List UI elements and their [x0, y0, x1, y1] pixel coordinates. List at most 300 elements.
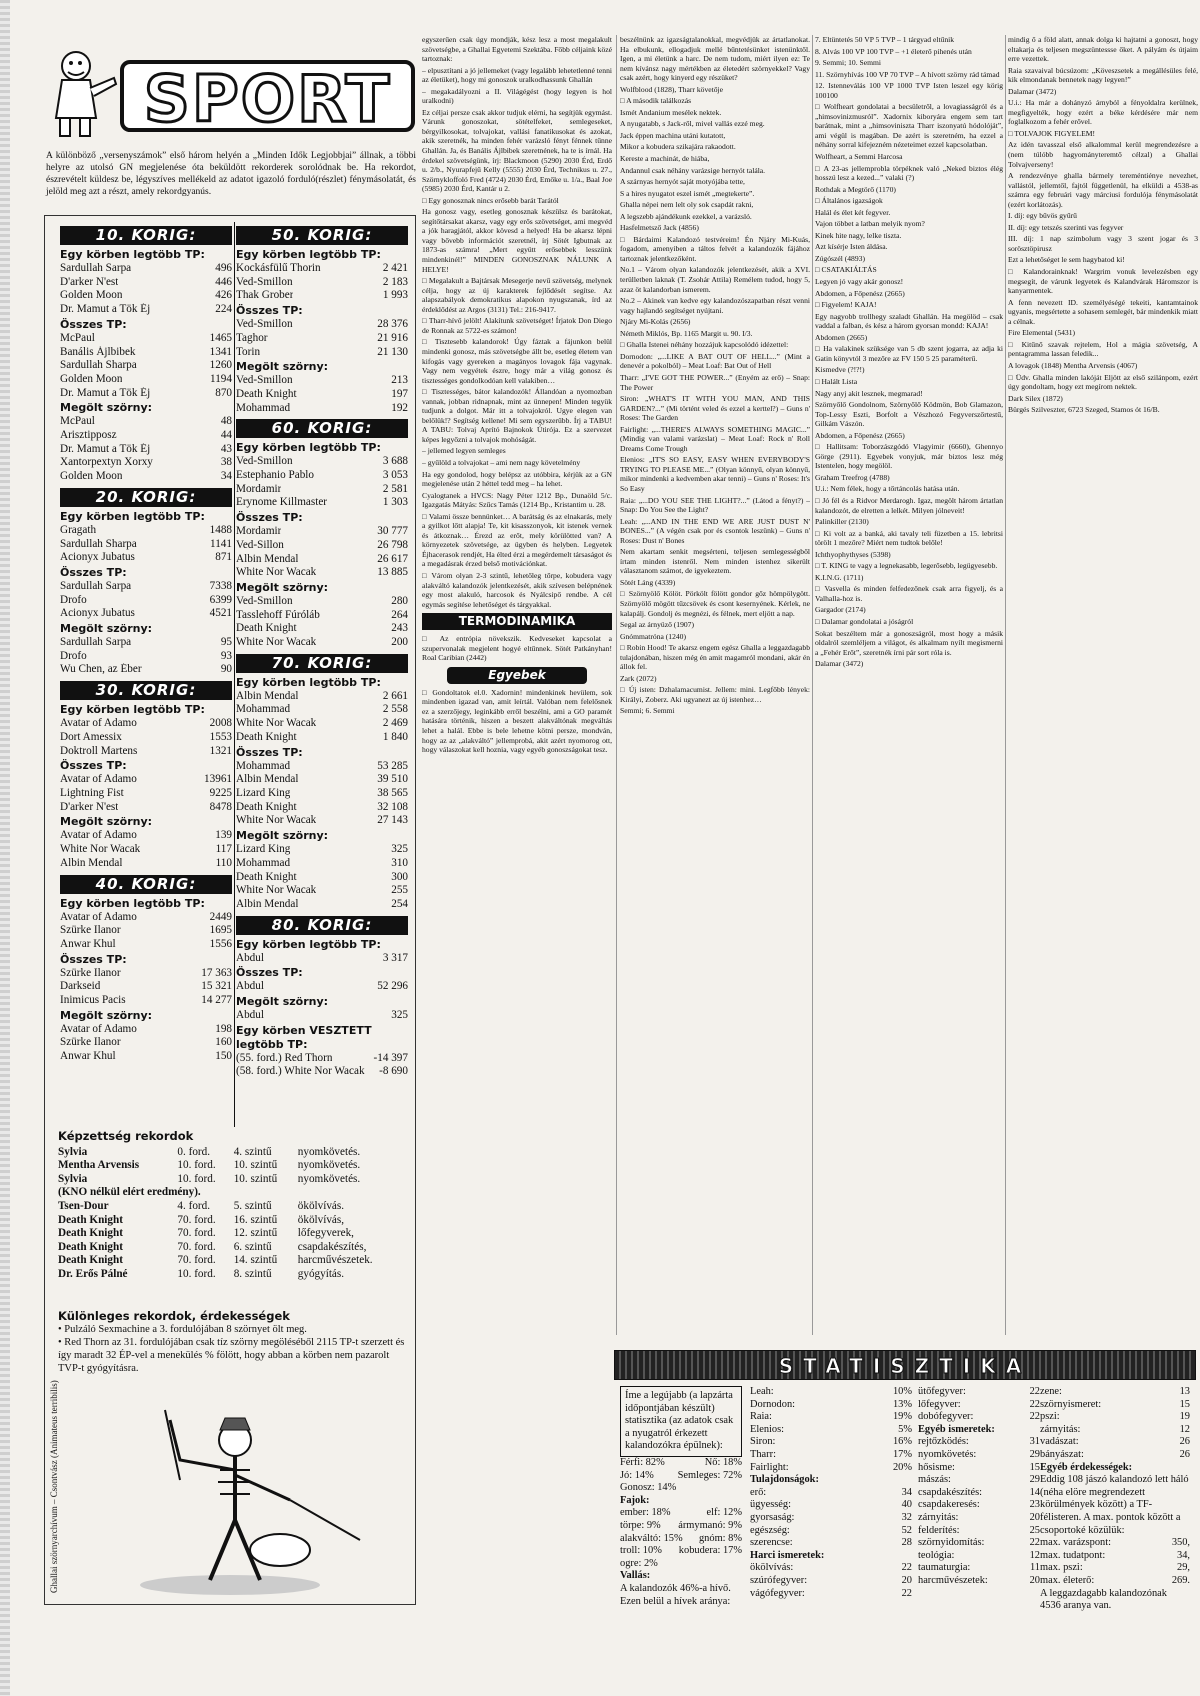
attribute-stats — [750, 1487, 912, 1550]
record-name: Lizard King — [236, 843, 291, 856]
stat-value: 19 — [1179, 1411, 1190, 1423]
record-row — [60, 994, 232, 1008]
skill-record-row — [58, 1200, 408, 1214]
stat-label: troll: 10% — [620, 1545, 662, 1557]
record-row — [236, 1052, 408, 1066]
record-row — [236, 388, 408, 402]
stat-value: 25 — [1029, 1524, 1040, 1536]
text-paragraph: □ A második találkozás — [620, 96, 692, 106]
record-row — [60, 843, 232, 857]
record-category: Összes TP: — [236, 511, 303, 525]
stat-label: törpe: 9% — [620, 1519, 661, 1531]
stat-value: 26 — [1179, 1436, 1190, 1448]
record-row — [236, 760, 408, 774]
text-column-3 — [815, 35, 1003, 1315]
record-value: 13961 — [204, 773, 232, 786]
record-value: 2449 — [209, 910, 232, 923]
section-heading: TERMODINAMIKA — [422, 613, 612, 630]
record-value: 21 130 — [377, 345, 408, 358]
record-name: Ved-Smillon — [236, 318, 293, 331]
scan-edge — [0, 0, 10, 1696]
record-name: Mohammad — [236, 856, 291, 869]
record-row — [60, 731, 232, 745]
stat-label: zene: — [1040, 1386, 1062, 1397]
stat-label: zárnyitás: — [1040, 1423, 1081, 1435]
record-row — [236, 346, 408, 360]
record-row — [60, 289, 232, 303]
stat-row — [620, 1457, 742, 1470]
record-name: Doktroll Martens — [60, 744, 138, 757]
stat-value: 34, — [1177, 1549, 1190, 1561]
skill-record-cell: 4. ford. — [177, 1199, 211, 1212]
text-paragraph: Ez céljai persze csak akkor tudjuk elérni, ha segítjük egymást. Várunk gonoszokat, sötételfeket, semlegeseket, bérgyilkosokat, tolvajokat, vallási fanatikusokat és azokat, akik szeretnék, ha minden fehér varázsló fényt fénnek tűnne Ghallán. Ja, és Banális Ájlbibek szeretnének, ha te is írnál. Ha érdekel szövetségünk, írj: Blackmoon (5290) 2030 Érd, Erdő u. 2/b., Nyurapfejű Kelly (5555) 2030 Érd, Technikus u. 27., Szörnykloffoló Fred (4724) 2030 Érd, Emőke u. 1/a., Baal Joe (5985) 2030 Érd, Kantár u 2. — [422, 107, 612, 194]
stat-label: felderítés: — [918, 1524, 960, 1536]
stat-value: 269. — [1171, 1574, 1190, 1586]
record-row — [60, 801, 232, 815]
text-paragraph: Wolfheart, a Semmi Harcosa — [815, 152, 903, 162]
stat-row — [750, 1424, 912, 1437]
stat-label: ügyesség: — [750, 1499, 791, 1511]
record-name: White Nor Wacak — [236, 814, 317, 827]
record-row — [60, 938, 232, 952]
record-name: Abdul — [236, 1009, 264, 1022]
gender-alignment-stats — [620, 1457, 742, 1482]
record-row — [236, 1065, 408, 1079]
stat-value: 26 — [1179, 1448, 1190, 1460]
text-paragraph: II. díj: egy tetszés szerinti vas fegyver — [1008, 222, 1124, 232]
record-row — [236, 980, 408, 994]
sport-header — [40, 40, 420, 140]
record-value: 26 617 — [377, 552, 408, 565]
column-rule — [616, 35, 617, 1335]
text-paragraph: Elenios: „IT'S SO EASY, EASY WHEN EVERYBODY'S TRYING TO PLEASE ME...” (Olyan könnyű, olyan könnyű, mikor mindenki a kedvemben akar tenni) – Guns n' Roses: It's So Easy — [620, 455, 810, 493]
record-row — [236, 773, 408, 787]
stat-value: 19% — [892, 1411, 912, 1423]
skill-record-cell: 14. szintű — [233, 1254, 278, 1267]
record-name: Acionyx Jubatus — [60, 551, 135, 564]
record-name: White Nor Wacak — [236, 884, 317, 897]
text-paragraph: No.2 – Akinek van kedve egy kalandozószapatban részt venni vagy hajlandó segítséget nyújtani. — [620, 296, 810, 315]
stats-intro-box — [620, 1386, 742, 1457]
stat-label: max. pszi: — [1040, 1562, 1083, 1574]
record-row — [236, 814, 408, 828]
stat-row — [620, 1507, 742, 1520]
tulajdonsagok-title: Tulajdonságok: — [750, 1474, 819, 1486]
record-value: 95 — [220, 636, 232, 649]
record-value: 2 558 — [382, 703, 408, 716]
record-name: Dr. Mamut a Tök Éj — [60, 386, 151, 399]
stat-value: 5% — [898, 1423, 912, 1435]
record-name: Albin Mendal — [236, 897, 299, 910]
record-value: 197 — [391, 387, 408, 400]
stats-column-4 — [1040, 1386, 1190, 1613]
closing-text: A leggazdagabb kalandozónak 4536 aranya van. — [1040, 1587, 1167, 1612]
stat-label: Leah: — [750, 1386, 774, 1397]
record-value: 34 — [220, 470, 232, 483]
text-paragraph: Kismedve (?!?!) — [815, 365, 865, 375]
text-paragraph: □ Az entrópia növekszik. Kedveseket kapcsolat a szupervonalak megjelent hogyé eltűnnek. Sötét Patkányhan! Roal Caribian (2442) — [422, 634, 612, 663]
max-stats — [1040, 1537, 1190, 1587]
record-row — [60, 829, 232, 843]
skill-record-row — [58, 1227, 408, 1241]
stat-label: szúrófegyver: — [750, 1574, 808, 1586]
record-name: Mordamir — [236, 525, 282, 538]
stat-value: 22 — [1029, 1537, 1040, 1549]
stat-label: Semleges: 72% — [677, 1469, 742, 1481]
stat-label: taumaturgia: — [918, 1562, 971, 1574]
text-paragraph: Ichthyophythyses (5398) — [815, 549, 891, 559]
text-paragraph: □ Dalamar gondolatai a jóságról — [815, 616, 914, 626]
text-paragraph: Abdomen (2665) — [815, 332, 868, 342]
stat-value: 12 — [1179, 1423, 1190, 1435]
record-category: Egy körben legtöbb TP: — [236, 248, 381, 261]
record-row — [60, 663, 232, 677]
stat-row — [918, 1562, 1040, 1575]
record-name: Tasslehoff Fúróláb — [236, 608, 320, 621]
record-name: Death Knight — [236, 730, 297, 743]
stat-label: bányászat: — [1040, 1448, 1084, 1460]
stat-value: 29, — [1177, 1562, 1190, 1574]
record-value: 39 510 — [377, 773, 408, 786]
record-name: Avatar of Adamo — [60, 910, 137, 923]
text-paragraph: □ Kitűnő szavak rejtelem, Hol a mágia szövetség, A pentagramma lassan feledik... — [1008, 339, 1198, 359]
record-category: Egy körben legtöbb TP: — [60, 248, 205, 261]
record-row — [236, 496, 408, 510]
record-value: -14 397 — [373, 1051, 408, 1064]
text-paragraph: □ Figyelem! KAJA! — [815, 300, 877, 310]
record-row — [60, 967, 232, 981]
records-right-column — [236, 222, 408, 1079]
text-paragraph: A lovagok (1848) Mentha Arvensis (4067) — [1008, 360, 1138, 370]
text-paragraph: Rothdak a Megtörő (1170) — [815, 184, 896, 194]
stat-row — [750, 1462, 912, 1475]
text-paragraph: Jack éppen machina utáni kutatott, — [620, 130, 726, 140]
text-paragraph: Szörnyőlő Gondolnom, Szörnyőlő Ködmön, Bob Glamazon, Top-Lessy Eszti, Borfolt a Vészhozó Fegyverszőrtestű, Gilkám Vászón. — [815, 400, 1003, 429]
special-record-item: • Pulzáló Sexmachine a 3. fordulójában 8 szörnyet ölt meg. — [58, 1324, 307, 1335]
text-column-1 — [422, 35, 612, 1125]
text-paragraph: Kinek hite nagy, lelke tiszta. — [815, 230, 902, 240]
stat-label: vadászat: — [1040, 1436, 1079, 1448]
stat-label: ármymanó: 9% — [678, 1519, 742, 1531]
record-row — [60, 636, 232, 650]
stat-row — [620, 1558, 742, 1571]
record-value: 496 — [215, 262, 232, 274]
record-row — [60, 980, 232, 994]
text-paragraph: Ha gonosz vagy, esetleg gonosznak készülsz és barátokat, segítőtársakat akarsz, vagy egy erős szövetséget, ami megvéd a jók haragjától, akkor kövesd a helyed! Ha be akarsz lépni vagy bővebb információt szeretnél, írj Sötét Igbutnak az 1873-as számra! „Mert együtt erősebbek lesszünk mindenkinél!” MINDEN GONOSZNAK NÁLUNK A HELYE! — [422, 207, 612, 274]
record-name: Abdul — [236, 980, 264, 993]
record-row — [60, 538, 232, 552]
statistics-title: STATISZTIKA — [778, 1354, 1032, 1378]
stat-value: 16% — [892, 1436, 912, 1448]
skill-record-row — [58, 1159, 408, 1173]
record-value: 21 916 — [377, 331, 408, 344]
text-paragraph: □ Hallitsam: Toborzászgódó Vlagyimir (6660), Ghennyo Görge (2911). Egyebek vonyjuk, már biztos lesz még Istentelen, hogy megölöl. — [815, 442, 1003, 471]
stat-value: 10% — [892, 1386, 912, 1397]
record-name: Sardullah Sarpa — [60, 262, 132, 274]
text-paragraph: □ Tisztesebb kalandorok! Úgy fáztak a fájunkon belül mindenki gonosz, más szövetségbe állt be, esetleg életem van kifogás vagy gyereken a magányos lovagok fája vagynak. Vagy nem vegyétek észre, hogy már a világ gonosz és tisztességes gondolkodóan kell valakiben… — [422, 337, 612, 385]
erdekes-text: Eddig 108 jászó kalandozó lett háló (néha elöre megrendezett körülmények között) a TF-félisteren. A max. pontok között a csoportoké közülük: — [1040, 1474, 1189, 1536]
record-name: Torin — [236, 345, 261, 358]
text-paragraph: 7. Eltüntetés 50 VP 5 TVP – 1 tárgyad eltűnik — [815, 35, 955, 44]
record-row — [60, 745, 232, 759]
stat-label: kobudera: 17% — [678, 1545, 742, 1557]
text-paragraph: Segal az árnyüző (1907) — [620, 620, 695, 630]
record-value: 160 — [215, 1036, 232, 1049]
stat-label: hősisme: — [918, 1461, 955, 1473]
text-paragraph: Sokat beszéltem már a gonoszságról, most hogy a másik oldalról szemléljem a világot, és alkalmam nyílt megismerni a „Fehér Erőt”, szeretnék írni pár sort róla is. — [815, 628, 1003, 657]
stat-label: rejtőzködés: — [918, 1436, 969, 1448]
skill-record-cell: ökölvívás, — [297, 1213, 345, 1226]
stat-value: 22 — [901, 1587, 912, 1599]
record-name: Dort Amessix — [60, 730, 122, 743]
text-paragraph: Azt kísérje Isten áldása. — [815, 242, 888, 252]
text-paragraph: □ Gondoltatok el.0. Xadornin! mindenkinek hevülem, sok mindenben igazad van, amit leírtál. Valóban nem felelősnek ez a szerzőjegy, leginkább erről beszélni, ami a GO paramét hatására történik, hiszen a beszett alakváltónak megváltás lehet a halál. Ebbe is bele lehetne kötni persze, mondván, hogy az az „alakváltó” jellemprobá, akit azért nyomorog ott, hogy válaszokat kell hoznia, vagy egyéb gonoszságokat tesz. — [422, 687, 612, 755]
statistics-banner — [614, 1350, 1196, 1380]
record-value: 1 993 — [382, 289, 408, 302]
stat-row — [620, 1533, 742, 1546]
text-paragraph: □ Ghalla Istenei néhány hozzájuk kapcsolódó idézettel: — [620, 340, 789, 350]
stat-label: szerencse: — [750, 1537, 793, 1549]
skill-record-cell: 12. szintű — [233, 1227, 278, 1240]
stat-row — [918, 1550, 1040, 1563]
stat-label: csapdakeresés: — [918, 1499, 980, 1511]
text-paragraph: □ Bárdaimi Kalandozó testvéreim! Én Njáry Mi-Kuás, fogadom, amenyiben a táltos felvét a kalandozók fájához tartoznak jelentkezőként. — [620, 234, 810, 263]
record-name: Sardullah Sharpa — [60, 359, 137, 372]
record-name: D'arker N'est — [60, 275, 119, 288]
record-value: 325 — [391, 1009, 408, 1022]
stat-row — [918, 1436, 1040, 1449]
record-row — [236, 609, 408, 623]
stat-value: 31 — [1029, 1436, 1040, 1448]
record-value: 2 183 — [382, 275, 408, 288]
record-name: Golden Moon — [60, 289, 123, 302]
record-value: 38 565 — [377, 786, 408, 799]
record-value: 243 — [391, 622, 408, 635]
record-value: 2008 — [209, 717, 232, 730]
stat-label: csapdakészítés: — [918, 1486, 983, 1498]
record-row — [236, 703, 408, 717]
record-row — [236, 717, 408, 731]
record-value: 1260 — [209, 359, 232, 372]
record-value: 43 — [220, 442, 232, 455]
record-value: 15 321 — [201, 980, 232, 993]
stat-row — [1040, 1575, 1190, 1588]
stat-value: 15 — [1179, 1398, 1190, 1410]
record-value: 1556 — [209, 937, 232, 950]
record-name: Albin Mendal — [236, 773, 299, 786]
record-name: Ved-Smillon — [236, 594, 293, 607]
skill-record-cell: 70. ford. — [177, 1227, 216, 1240]
record-row — [236, 622, 408, 636]
text-paragraph: Legyen jó vagy akár gonosz! — [815, 277, 904, 287]
text-paragraph: – gyűlöld a tolvajokat – ami nem nagy követelmény — [422, 457, 581, 467]
stat-row — [918, 1411, 1040, 1424]
record-name: Drofo — [60, 649, 87, 662]
text-paragraph: □ Valami össze bennünket… A barátság és az elnakarás, mely a gyilkot lőtt alapja! Te, kit kisasszonyok, kit istenek vernek és átkoznak… Érezd az erőt, mely körülötted van? A környezetek szövetsége, az ügyben és helyben. Legyetek Éjhacerasok rendjét, Ha élted érzi a megérdemelt társaságot és a megadásrak érzed belső motivációnkat. — [422, 511, 612, 569]
record-value: 150 — [215, 1050, 232, 1063]
skill-record-cell: Tsen-Dour — [58, 1199, 109, 1212]
record-value: 1465 — [209, 331, 232, 344]
record-name: Albin Mendal — [236, 552, 299, 565]
skill-record-cell: Mentha Arvensis — [58, 1159, 140, 1172]
combat-stats — [750, 1562, 912, 1600]
record-name: Lightning Fist — [60, 786, 124, 799]
skill-record-cell: Sylvia — [58, 1145, 88, 1158]
text-paragraph: Sötét Láng (4339) — [620, 577, 676, 587]
stats-column-1 — [620, 1386, 742, 1608]
record-name: Sardullah Sharpa — [60, 537, 137, 550]
record-row — [60, 911, 232, 925]
text-paragraph: □ Ha valakinek szüksége van 5 db szent jogarra, az adja ki Gatin könyvtól 3 mezőre az FV 150 5 25 paraméterű. — [815, 344, 1003, 363]
stat-label: Siron: — [750, 1436, 776, 1448]
stat-row — [750, 1436, 912, 1449]
page-title: SPORT — [120, 60, 415, 132]
record-name: Albin Mendal — [60, 856, 123, 869]
stat-value: 17% — [892, 1448, 912, 1460]
stat-value: 20 — [1029, 1511, 1040, 1523]
text-paragraph: □ Új isten: Dzhalamacumist. Jellem: mini. Legfőbb lények: Királyi, Zoberz. Aki ugyanezt az új istenhez… — [620, 685, 810, 704]
record-value: 4521 — [209, 607, 232, 620]
record-value: 264 — [391, 608, 408, 621]
stat-row — [750, 1487, 912, 1500]
text-paragraph: □ Jó fél és a Ridvor Merdarogh. Igaz, megölt három ártatlan kalandozót, de elretten a lelkét. Milyen jólneveit! — [815, 495, 1003, 515]
record-value: 3 053 — [382, 469, 408, 482]
intro-text: A különböző „versenyszámok” első három helyén a „Minden Idők Legjobbjai” állnak, a többi helyre az utolsó GN megjelenése óta beküldött rekorderek sorolódnak be. Ha rekordot, észrevételt küldesz be, légyszíves mellékeld az adatot igazoló forduló(részlet) fénymásolatát, és jelöld meg azt a részt, amely rekordgyanús. — [46, 151, 416, 197]
record-row — [236, 843, 408, 857]
record-name: Mordamir — [236, 482, 282, 495]
stats-column-2 — [750, 1386, 912, 1600]
stat-label: egészség: — [750, 1524, 790, 1536]
record-name: Avatar of Adamo — [60, 717, 137, 730]
record-name: White Nor Wacak — [236, 636, 317, 649]
record-row — [60, 276, 232, 290]
skill-record-cell: Dr. Erős Pálné — [58, 1267, 128, 1280]
record-name: Ved-Sillon — [236, 538, 284, 551]
record-value: 870 — [215, 386, 232, 399]
record-row — [60, 773, 232, 787]
text-paragraph: Cyalogtanek a HVCS: Nagy Péter 1212 Bp., Dunaöld 5/c. Igazgatás Mátyás: Szűcs Tamás (1214 Bp., Kristantim u. 28. — [422, 490, 612, 510]
text-paragraph: □ Tharr-hívő jelölt! Alakítunk szövetséget! Írjatok Don Diego de Ronnak az 5722-es számon! — [422, 316, 612, 335]
record-category: Megölt szörny: — [236, 580, 329, 594]
record-row — [236, 525, 408, 539]
record-value: 32 108 — [377, 800, 408, 813]
record-row — [236, 402, 408, 416]
record-name: Sardullah Sarpa — [60, 636, 132, 649]
record-name: Death Knight — [236, 622, 297, 635]
skill-record-cell: ökölvívás. — [297, 1199, 345, 1212]
stat-row — [918, 1474, 1040, 1487]
special-record-item: • Red Thorn az 31. fordulójában csak tíz szörny megöléséből 2115 TP-t szerzett és így maradt 32 ÉP-vel a menekülés % fölött, hogy abban a körben nem pazarolt TVP-t gyógyításra. — [58, 1337, 405, 1374]
text-paragraph: U.i.: Nem félek, hogy a tőrtáncolás hatása után. — [815, 484, 960, 494]
text-paragraph: No.1 – Várom olyan kalandozók jelentkezését, akik a XVI. terülletben laknak (T. Zsohár Attila) Remélem tudod, hogy 5, azaz öt kalandorban ismerem. — [620, 265, 810, 294]
record-value: 1141 — [210, 537, 232, 550]
text-paragraph: Németh Miklós, Bp. 1165 Margit u. 90. I/3. — [620, 328, 753, 338]
stat-value: 15 — [1029, 1461, 1040, 1473]
stat-row — [918, 1386, 1040, 1399]
text-paragraph: □ Robin Hood! Te akarsz engem egész Ghalla a leggazdagabb tulajdonában, hiszen még én amit magamról mondani, akár én állok fel. — [620, 643, 810, 672]
record-row — [60, 443, 232, 457]
level-band: 70. KORIG: — [236, 654, 408, 673]
record-row — [236, 455, 408, 469]
record-row — [60, 1036, 232, 1050]
record-name: McPaul — [60, 415, 95, 428]
text-paragraph: A szárnyas hernyót saját motyójába tette, — [620, 177, 745, 187]
stat-value: 22 — [1029, 1411, 1040, 1423]
stat-label: erő: — [750, 1486, 767, 1498]
record-name: Albin Mendal — [236, 689, 299, 702]
record-row — [236, 374, 408, 388]
record-row — [60, 415, 232, 429]
stat-row — [918, 1525, 1040, 1538]
record-category: Megölt szörny: — [236, 360, 329, 374]
record-category: Megölt szörny: — [60, 1008, 153, 1022]
record-value: 28 376 — [377, 318, 408, 331]
text-paragraph: Ismét Andanium mesélek nektek. — [620, 107, 722, 117]
stat-value: 12 — [1029, 1549, 1040, 1561]
stat-row — [1040, 1550, 1190, 1563]
record-value: 6399 — [209, 593, 232, 606]
record-row — [60, 1050, 232, 1064]
record-name: Drofo — [60, 593, 87, 606]
text-paragraph: □ Ki volt az a banká, aki tavaly teli füzetben a 15. lebritsi törölt 1 mezőre? Miért nem tudtok belőle! — [815, 528, 1003, 548]
record-name: Szürke Ilanor — [60, 924, 121, 937]
skill-record-cell: Death Knight — [58, 1227, 123, 1240]
record-name: Inimicus Pacis — [60, 994, 126, 1007]
stat-label: szörnyidomítás: — [918, 1537, 985, 1549]
stat-value: 29 — [1029, 1448, 1040, 1460]
record-value: 48 — [220, 415, 232, 428]
stat-row — [750, 1386, 912, 1399]
record-value: 1194 — [210, 372, 232, 385]
record-value: 9225 — [209, 786, 232, 799]
text-paragraph: – megakadályozni a II. Világégést (hogy legyen is hol uralkodni) — [422, 86, 612, 106]
skill-records-title: Képzettség rekordok — [58, 1129, 194, 1143]
stat-label: max. varázspont: — [1040, 1537, 1111, 1549]
record-value: 213 — [391, 374, 408, 387]
record-value: 38 — [220, 456, 232, 469]
text-paragraph: egyszerűen csak úgy mondják, kész lesz a most megalakult szövetségbe, a Ghallai Egyetemi Szektába. Főbb céljaink közé tartoznak: — [422, 35, 612, 64]
god-stats — [750, 1386, 912, 1474]
egyeb-title: Egyéb ismeretek: — [918, 1423, 995, 1435]
record-name: Taghor — [236, 331, 268, 344]
text-paragraph: Mikor a kobudera szikajára rakaodott. — [620, 142, 736, 152]
record-value: 254 — [391, 897, 408, 910]
record-category: Megölt szörny: — [60, 815, 153, 829]
record-row — [60, 717, 232, 731]
text-paragraph: 12. Istenneválás 100 VP 1000 TVP Isten leszel egy körig 100100 — [815, 81, 1003, 100]
record-name: White Nor Wacak — [236, 566, 317, 579]
record-row — [60, 551, 232, 565]
text-paragraph: □ Szörnyölő Kölöt. Pörkölt fölött gondor gőz hömpölygött. Szörnyölő mögött tűzcsövek és csont kesernyének. Kérlek, ne kalapálj. Gondolj és megnézi, és félnek, mert eljött a nap. — [620, 589, 810, 618]
record-row — [236, 636, 408, 650]
stat-value: 350, — [1171, 1537, 1190, 1549]
harci-title: Harci ismeretek: — [750, 1549, 825, 1561]
text-paragraph: Abdomen, a Főpenész (2665) — [815, 288, 905, 298]
record-name: (58. ford.) White Nor Wacak — [236, 1065, 365, 1078]
stat-value: 13 — [1179, 1386, 1190, 1397]
stat-label: Elenios: — [750, 1423, 785, 1435]
record-value: 1 303 — [382, 496, 408, 509]
skill-record-cell: (KNO nélkül elért eredmény). — [58, 1186, 201, 1199]
stat-label: ökölvívás: — [750, 1562, 794, 1574]
level-band: 30. KORIG: — [60, 681, 232, 700]
skill-record-row — [58, 1186, 408, 1200]
record-value: 1488 — [209, 523, 232, 536]
stat-value: 22 — [901, 1562, 912, 1574]
record-category: Egy körben legtöbb TP: — [236, 441, 381, 455]
record-value: 300 — [391, 870, 408, 883]
gonosz-stat: Gonosz: 14% — [620, 1482, 677, 1494]
